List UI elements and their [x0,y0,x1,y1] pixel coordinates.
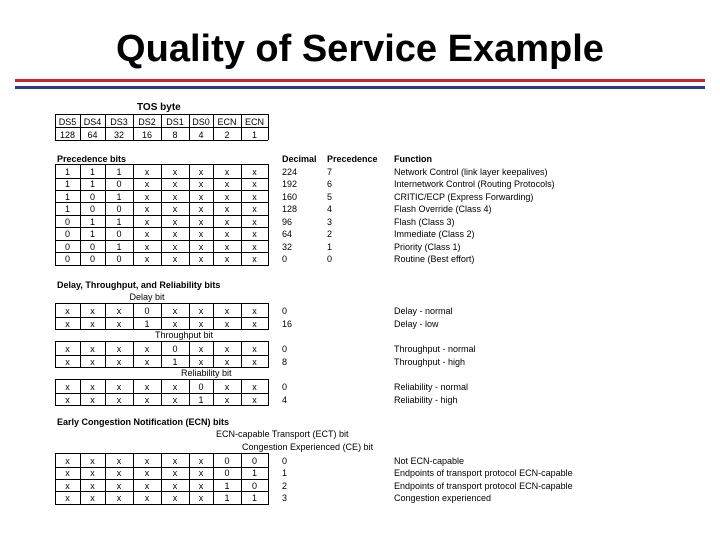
dtr-row-bit: x [198,318,204,329]
ecn-row-bit: x [144,480,150,491]
precedence-row-value: 5 [327,191,333,202]
precedence-row-bit: x [198,241,204,252]
ecn-row-decimal: 2 [282,480,288,491]
precedence-row-bit: 0 [116,179,122,190]
ecn-row-decimal: 3 [282,493,288,504]
precedence-row-bit: x [198,204,204,215]
precedence-row-value: 6 [327,179,333,190]
dtr-row-function: Delay - low [394,318,439,329]
precedence-row-bit: x [224,167,230,177]
precedence-row-bit: x [252,216,257,227]
grid-line [80,341,81,368]
dtr-row-function: Reliability - high [394,394,458,405]
tos-header-cell: ECN [217,117,237,127]
dtr-row-bit: x [144,344,150,354]
grid-line [161,341,162,368]
dtr-row-bit: x [90,344,95,354]
grid-line [80,114,81,140]
precedence-row-bit: 0 [89,204,95,215]
dtr-row-bit: x [144,356,150,367]
dtr-row-bit: x [116,344,122,354]
dtr-row-bit: 1 [198,394,204,405]
title-rule-blue [15,86,705,89]
grid-line [133,114,134,140]
dtr-row-bit: x [65,306,70,316]
dtr-row-bit: x [90,356,95,367]
dtr-row-bit: x [65,382,70,392]
tos-value-cell: 32 [113,130,124,140]
dtr-row-bit: x [172,306,178,316]
grid-line [105,164,106,266]
precedence-row-bit: x [144,254,150,265]
grid-line [133,303,134,330]
ecn-row-bit: x [198,480,204,491]
grid-line [268,164,269,266]
precedence-row-bit: x [224,229,230,240]
grid-line [55,341,56,368]
precedence-row-bit: x [172,191,178,202]
precedence-row-bit: x [198,167,204,177]
grid-line [55,453,56,505]
grid-line [189,453,190,505]
ecn-row-bit: x [90,456,95,466]
dtr-row-bit: 0 [172,344,178,354]
dtr-row-bit: x [116,382,122,392]
dtr-row-bit: x [224,318,230,329]
precedence-row-bit: 0 [64,254,70,265]
dtr-row-bit: 1 [172,356,178,367]
dtr-row-decimal: 0 [282,344,288,354]
precedence-row-bit: x [144,216,150,227]
precedence-row-function: Routine (Best effort) [394,254,475,265]
precedence-row-bit: x [252,241,257,252]
dtr-row-decimal: 4 [282,394,288,405]
ecn-row-function: Endpoints of transport protocol ECN-capable [394,468,573,479]
precedence-row-value: 1 [327,241,333,252]
precedence-row-value: 2 [327,229,333,240]
grid-line [213,453,214,505]
precedence-row-bit: x [172,254,178,265]
grid-line [105,303,106,330]
tos-header-cell: DS3 [110,117,128,127]
grid-line [189,341,190,368]
grid-line [161,379,162,406]
precedence-row-bit: x [144,241,150,252]
ecn-row-function: Not ECN-capable [394,456,465,466]
precedence-row-bit: x [252,179,257,190]
dtr-row-bit: 1 [144,318,150,329]
ecn-row-bit: x [116,456,122,466]
decimal-column-header: Decimal [282,154,317,164]
grid-line [80,164,81,266]
ecn-row-bit: x [144,468,150,479]
ecn-row-bit: 1 [224,480,230,491]
ecn-row-function: Congestion experienced [394,493,492,504]
grid-line [268,453,269,505]
precedence-row-bit: x [224,204,230,215]
ecn-row-bit: x [65,493,70,504]
precedence-row-bit: 1 [64,191,70,202]
grid-line [213,164,214,266]
precedence-row-function: Flash (Class 3) [394,216,455,227]
dtr-row-bit: x [172,318,178,329]
precedence-row-bit: x [252,229,257,240]
precedence-row-bit: 0 [89,254,95,265]
precedence-row-bit: x [172,204,178,215]
dtr-row-bit: x [198,356,204,367]
grid-line [133,379,134,406]
precedence-row-bit: x [224,254,230,265]
grid-line [189,164,190,266]
dtr-row-bit: x [90,382,95,392]
precedence-row-function: Priority (Class 1) [394,241,461,252]
dtr-row-function: Delay - normal [394,306,453,316]
precedence-row-bit: 0 [116,204,122,215]
grid-line [213,303,214,330]
ecn-row-bit: x [144,456,150,466]
tos-value-cell: 8 [172,130,178,140]
dtr-row-bit: x [65,356,70,367]
precedence-row-bit: x [198,216,204,227]
precedence-row-bit: x [252,191,257,202]
dtr-group-label: Delay bit [129,292,165,302]
ecn-row-decimal: 0 [282,456,288,466]
precedence-row-bit: x [144,191,150,202]
ecn-row-bit: 0 [224,456,230,466]
title-rule-red [15,79,705,82]
precedence-row-decimal: 0 [282,254,288,265]
grid-line [80,379,81,406]
ecn-row-bit: x [172,480,178,491]
grid-line [241,379,242,406]
grid-line [268,303,269,330]
dtr-row-bit: x [224,382,230,392]
ecn-section-label: Early Congestion Notification (ECN) bits [57,417,230,427]
precedence-row-bit: 1 [116,241,122,252]
grid-line [55,379,56,406]
grid-line [133,341,134,368]
ecn-row-decimal: 1 [282,468,288,479]
precedence-row-bit: 0 [64,229,70,240]
ecn-row-bit: x [172,456,178,466]
precedence-row-bit: 0 [64,216,70,227]
ecn-row-bit: 1 [251,493,257,504]
dtr-row-function: Reliability - normal [394,382,469,392]
ecn-row-bit: 0 [251,480,257,491]
precedence-row-bit: x [172,167,178,177]
grid-line [189,303,190,330]
precedence-row-function: CRITIC/ECP (Express Forwarding) [394,191,534,202]
ecn-row-bit: x [65,456,70,466]
grid-line [213,114,214,140]
dtr-row-function: Throughput - normal [394,344,476,354]
grid-line [133,453,134,505]
grid-line [80,453,81,505]
precedence-column-header: Precedence [327,154,378,164]
dtr-row-bit: x [198,306,204,316]
ecn-row-bit: x [116,480,122,491]
tos-value-cell: 4 [198,130,204,140]
precedence-row-decimal: 160 [282,191,298,202]
grid-line [241,303,242,330]
dtr-section-label: Delay, Throughput, and Reliability bits [57,280,221,290]
precedence-row-bit: x [172,216,178,227]
dtr-row-bit: x [90,306,95,316]
ce-bit-label: Congestion Experienced (CE) bit [242,442,374,452]
dtr-row-bit: x [252,356,257,367]
precedence-row-decimal: 224 [282,167,298,177]
precedence-row-bit: x [198,179,204,190]
precedence-row-function: Immediate (Class 2) [394,229,475,240]
tos-header-cell: DS4 [83,117,102,127]
grid-line [55,114,56,140]
dtr-row-bit: x [224,394,230,405]
precedence-row-bit: x [224,179,230,190]
dtr-row-bit: x [116,318,122,329]
grid-line [189,114,190,140]
ecn-row-bit: 1 [251,468,257,479]
precedence-row-bit: 1 [64,167,70,177]
dtr-row-bit: x [252,318,257,329]
dtr-row-bit: x [116,356,122,367]
precedence-row-decimal: 96 [282,216,293,227]
tos-header-cell: DS1 [166,117,184,127]
precedence-row-bit: 0 [116,254,122,265]
tos-byte-label: TOS byte [137,102,181,113]
function-column-header: Function [394,154,432,164]
precedence-row-decimal: 32 [282,241,293,252]
ecn-row-bit: x [172,468,178,479]
tos-header-cell: ECN [244,117,264,127]
ecn-row-bit: x [90,468,95,479]
precedence-row-bit: 0 [89,191,95,202]
slide-title: Quality of Service Example [116,28,604,70]
tos-value-cell: 1 [251,130,257,140]
precedence-row-bit: x [172,179,178,190]
ecn-row-bit: x [116,468,122,479]
precedence-row-function: Internetwork Control (Routing Protocols) [394,179,555,190]
dtr-row-bit: x [144,382,150,392]
grid-line [55,303,56,330]
grid-line [241,453,242,505]
precedence-row-bit: 1 [116,216,122,227]
dtr-row-bit: x [172,394,178,405]
grid-line [161,303,162,330]
precedence-row-decimal: 192 [282,179,298,190]
dtr-row-bit: x [116,394,122,405]
ecn-row-bit: x [198,468,204,479]
precedence-row-value: 7 [327,167,333,177]
precedence-row-bit: 0 [89,241,95,252]
grid-line [80,303,81,330]
precedence-row-bit: x [144,179,150,190]
dtr-row-bit: x [65,394,70,405]
ecn-row-bit: x [90,480,95,491]
precedence-row-bit: x [144,229,150,240]
grid-line [241,114,242,140]
dtr-row-bit: x [90,394,95,405]
precedence-row-bit: x [172,229,178,240]
dtr-group-label: Reliability bit [181,368,232,378]
dtr-row-decimal: 0 [282,382,288,392]
grid-line [161,453,162,505]
tos-header-cell: DS5 [58,117,77,127]
precedence-row-bit: x [252,254,257,265]
ecn-row-bit: 0 [224,468,230,479]
precedence-row-bit: x [198,191,204,202]
ect-bit-label: ECN-capable Transport (ECT) bit [216,429,349,439]
tos-header-cell: DS0 [192,117,210,127]
ecn-row-bit: x [198,493,204,504]
ecn-row-bit: 0 [251,456,257,466]
precedence-row-bit: x [252,204,257,215]
ecn-row-bit: x [144,493,150,504]
precedence-row-bit: 1 [89,167,95,177]
precedence-row-bit: 1 [116,191,122,202]
precedence-row-bit: x [252,167,257,177]
ecn-row-bit: x [90,493,95,504]
grid-line [241,341,242,368]
precedence-row-bit: 1 [116,167,122,177]
dtr-row-bit: x [224,344,230,354]
precedence-row-bit: 1 [64,204,70,215]
grid-line [105,453,106,505]
precedence-row-value: 0 [327,254,333,265]
ecn-row-bit: x [198,456,204,466]
dtr-row-bit: x [65,344,70,354]
dtr-row-bit: x [252,382,257,392]
grid-line [55,140,268,141]
dtr-row-bit: x [224,356,230,367]
precedence-row-bit: x [224,216,230,227]
grid-line [161,114,162,140]
dtr-group-label: Throughput bit [155,330,214,340]
dtr-row-bit: x [116,306,122,316]
precedence-row-function: Flash Override (Class 4) [394,204,492,215]
dtr-row-function: Throughput - high [394,356,466,367]
precedence-row-bit: 1 [89,179,95,190]
precedence-row-bit: 1 [89,216,95,227]
dtr-row-bit: x [224,306,230,316]
dtr-row-decimal: 0 [282,306,288,316]
precedence-section-label: Precedence bits [57,154,127,164]
precedence-row-bit: x [172,241,178,252]
grid-line [105,341,106,368]
ecn-row-bit: x [172,493,178,504]
tos-header-cell: DS2 [138,117,156,127]
tos-value-cell: 128 [59,130,76,140]
grid-line [105,114,106,140]
precedence-row-bit: 1 [64,179,70,190]
dtr-row-bit: x [90,318,95,329]
ecn-row-bit: x [65,468,70,479]
precedence-row-function: Network Control (link layer keepalives) [394,167,548,177]
precedence-row-value: 4 [327,204,333,215]
precedence-row-bit: x [198,254,204,265]
grid-line [189,379,190,406]
precedence-row-value: 3 [327,216,333,227]
precedence-row-decimal: 64 [282,229,293,240]
grid-line [213,341,214,368]
grid-line [241,164,242,266]
grid-line [161,164,162,266]
grid-line [268,114,269,140]
grid-line [133,164,134,266]
dtr-row-decimal: 8 [282,356,288,367]
dtr-row-bit: x [144,394,150,405]
dtr-row-bit: x [198,344,204,354]
precedence-row-bit: x [224,241,230,252]
ecn-row-bit: x [65,480,70,491]
tos-value-cell: 64 [87,130,98,140]
grid-line [213,379,214,406]
ecn-row-function: Endpoints of transport protocol ECN-capable [394,480,573,491]
precedence-row-decimal: 128 [282,204,298,215]
precedence-row-bit: x [144,167,150,177]
precedence-row-bit: 0 [64,241,70,252]
precedence-row-bit: x [144,204,150,215]
grid-line [105,379,106,406]
tos-value-cell: 16 [141,130,152,140]
dtr-row-bit: x [252,306,257,316]
ecn-row-bit: 1 [224,493,230,504]
dtr-row-decimal: 16 [282,318,293,329]
precedence-row-bit: 1 [89,229,95,240]
grid-line [268,379,269,406]
tos-value-cell: 2 [224,130,230,140]
dtr-row-bit: x [172,382,178,392]
precedence-row-bit: x [224,191,230,202]
dtr-row-bit: x [65,318,70,329]
dtr-row-bit: x [252,394,257,405]
dtr-row-bit: x [252,344,257,354]
dtr-row-bit: 0 [144,306,150,316]
precedence-row-bit: 0 [116,229,122,240]
dtr-row-bit: 0 [198,382,204,392]
grid-line [55,164,56,266]
ecn-row-bit: x [116,493,122,504]
grid-line [268,341,269,368]
precedence-row-bit: x [198,229,204,240]
